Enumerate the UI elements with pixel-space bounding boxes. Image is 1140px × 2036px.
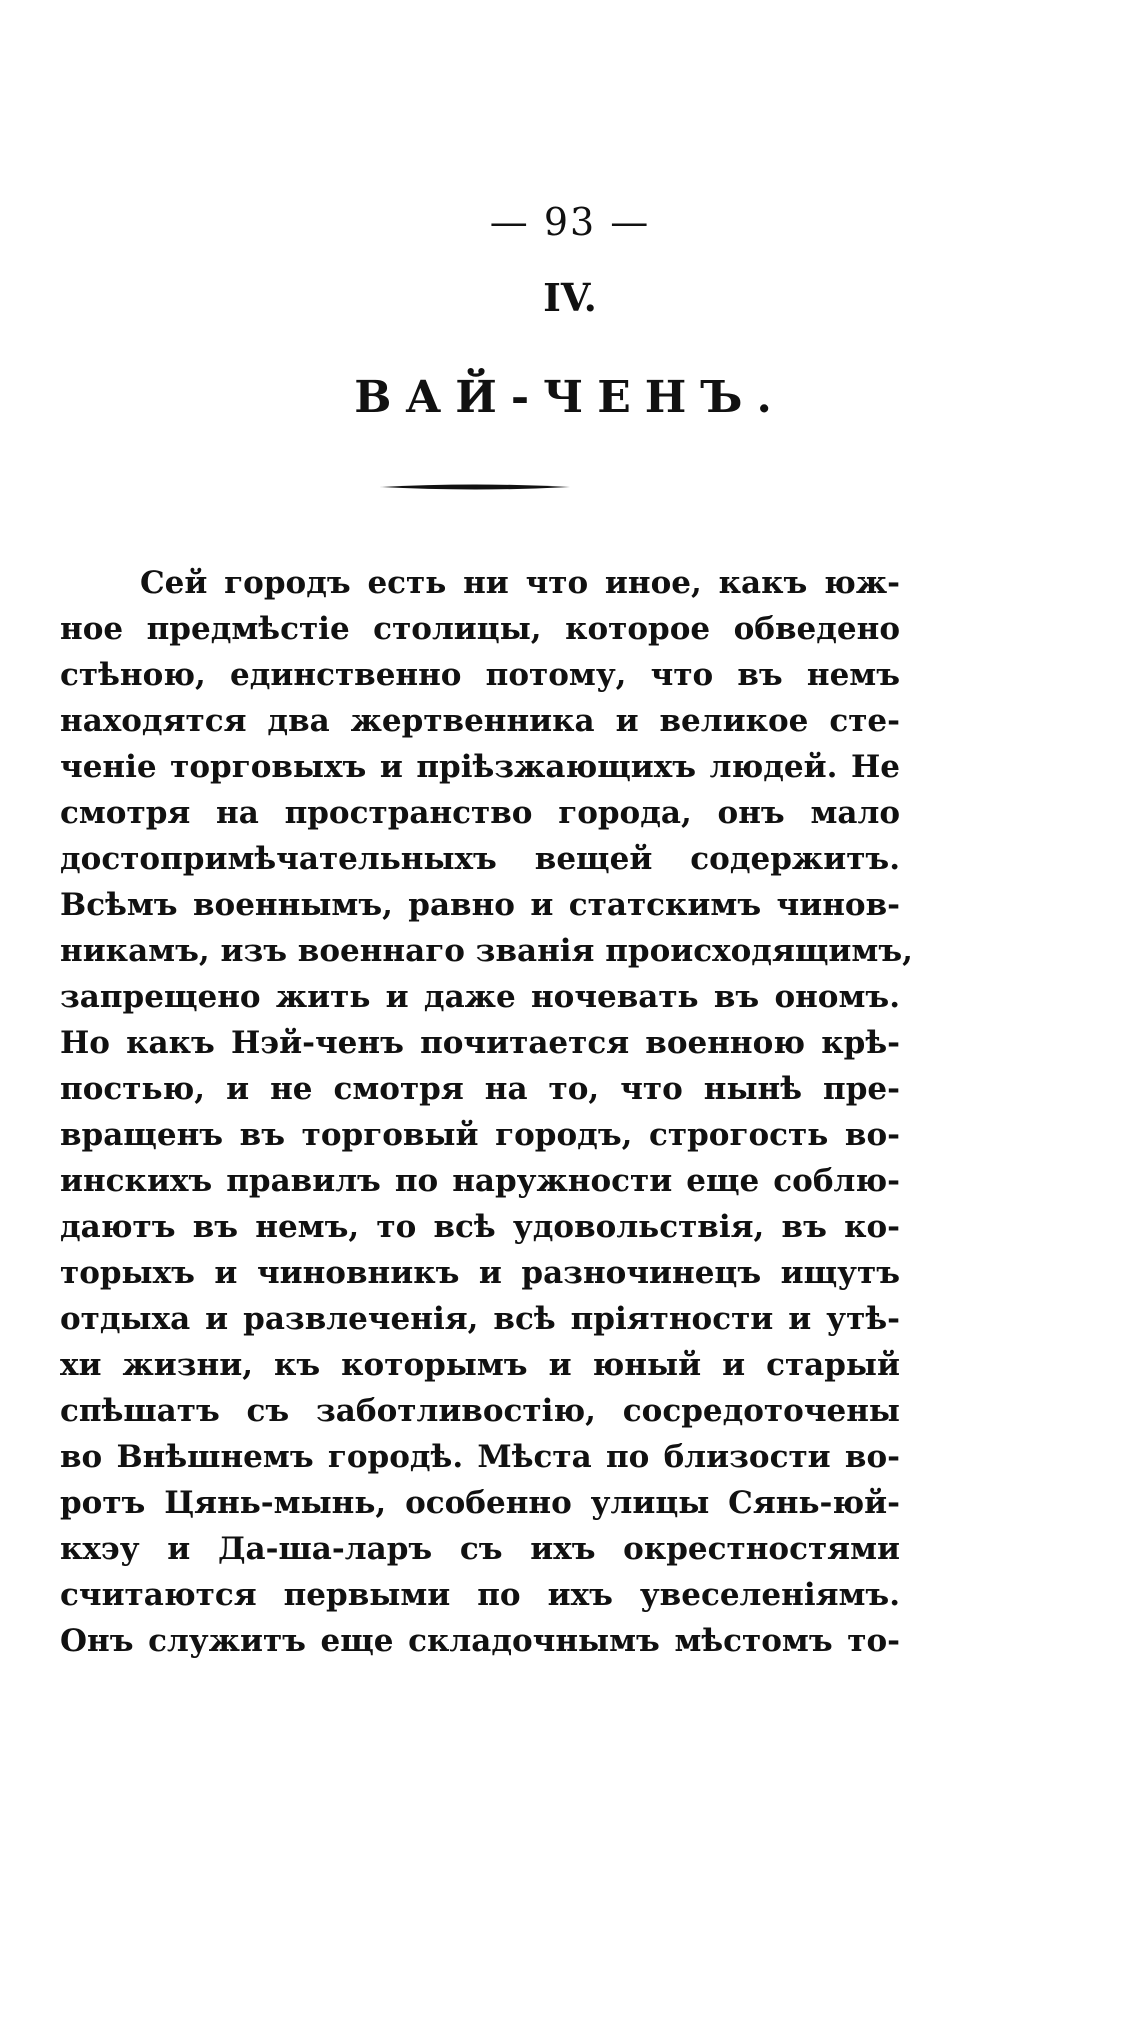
- text-line-23: считаются первыми по ихъ увеселеніямъ.: [60, 1577, 900, 1613]
- text-line-2: ное предмѣстіе столицы, которое обведено: [60, 611, 900, 647]
- text-line-17: отдыха и развлеченія, всѣ пріятности и утѣ-: [60, 1301, 900, 1337]
- text-line-11: Но какъ Нэй-ченъ почитается военною крѣ-: [60, 1025, 900, 1061]
- text-line-7: достопримѣчательныхъ вещей содержитъ.: [60, 841, 900, 877]
- text-line-1: Сей городъ есть ни что иное, какъ юж-: [140, 565, 900, 601]
- text-line-6: смотря на пространство города, онъ мало: [60, 795, 900, 831]
- text-line-18: хи жизни, къ которымъ и юный и старый: [60, 1347, 900, 1383]
- text-line-21: ротъ Цянь-мынь, особенно улицы Сянь-юй-: [60, 1485, 900, 1521]
- text-line-12: постью, и не смотря на то, что нынѣ пре-: [60, 1071, 900, 1107]
- chapter-title: ВАЙ-ЧЕНЪ.: [354, 372, 786, 423]
- text-line-24: Онъ служитъ еще складочнымъ мѣстомъ то-: [60, 1623, 900, 1659]
- text-line-19: спѣшатъ съ заботливостію, сосредоточены: [60, 1393, 900, 1429]
- text-line-3: стѣною, единственно потому, что въ немъ: [60, 657, 900, 693]
- text-line-22: кхэу и Да-ша-ларъ съ ихъ окрестностями: [60, 1531, 900, 1567]
- page-number: — 93 —: [489, 200, 651, 244]
- text-line-13: вращенъ въ торговый городъ, строгость во-: [60, 1117, 900, 1153]
- text-line-10: запрещено жить и даже ночевать въ ономъ.: [60, 979, 900, 1015]
- text-line-9: никамъ, изъ военнаго званія происходящимъ,: [60, 933, 913, 969]
- text-line-5: ченіе торговыхъ и пріѣзжающихъ людей. Не: [60, 749, 900, 785]
- text-line-8: Всѣмъ военнымъ, равно и статскимъ чинов-: [60, 887, 900, 923]
- section-number: IV.: [543, 275, 597, 320]
- body-text: [60, 560, 913, 1664]
- text-line-4: находятся два жертвенника и великое сте-: [60, 703, 900, 739]
- ornament-rule: [380, 483, 570, 491]
- text-line-20: во Внѣшнемъ городѣ. Мѣста по близости во-: [60, 1439, 900, 1475]
- text-line-15: даютъ въ немъ, то всѣ удовольствія, въ ко-: [60, 1209, 900, 1245]
- text-line-16: торыхъ и чиновникъ и разночинецъ ищутъ: [60, 1255, 900, 1291]
- text-line-14: инскихъ правилъ по наружности еще соблю-: [60, 1163, 900, 1199]
